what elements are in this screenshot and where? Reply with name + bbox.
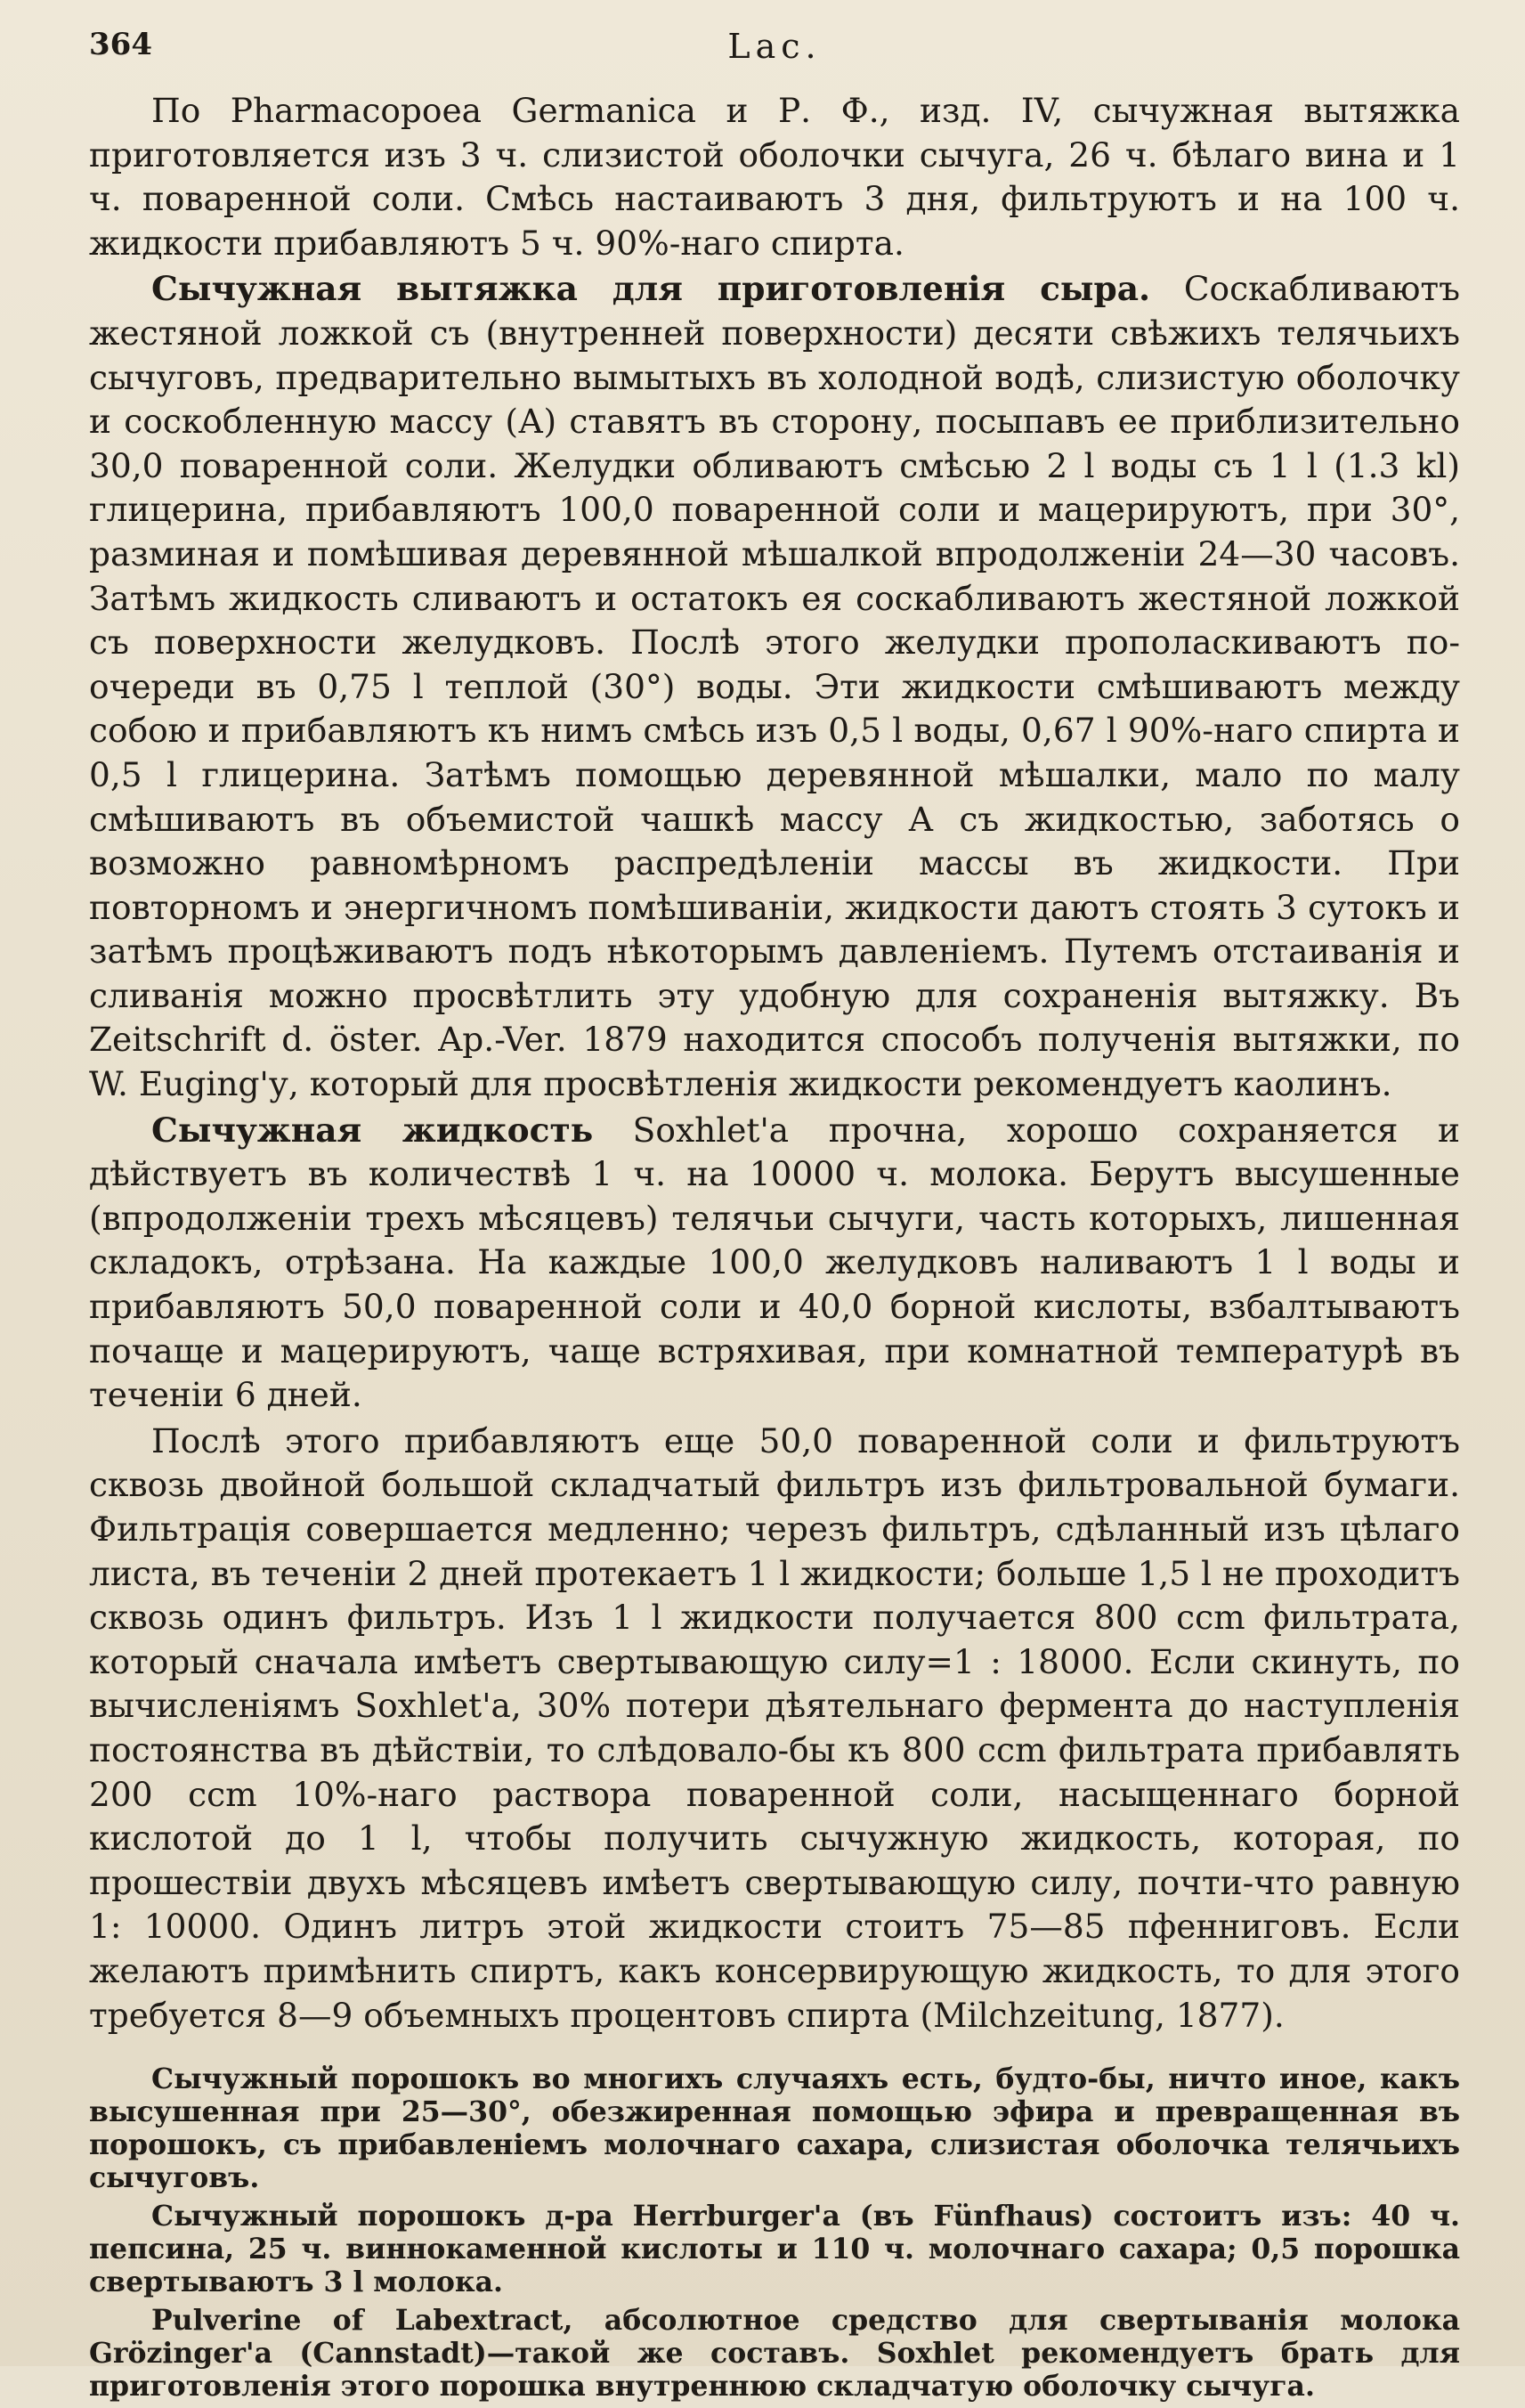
paragraph-lead: Сычужный порошокъ (151, 2200, 526, 2233)
paragraph-text: во многихъ случаяхъ есть, будто-бы, ничто иное, какъ высушенная при 25—30°, обезжиренная помощью эфира и превращенная въ порошокъ, съ прибавленіемъ молочнаго сахара, слизистая оболочка телячьихъ сычуговъ. (89, 2062, 1461, 2195)
paragraph-lead: Сычужная вытяжка для приготовленія сыра. (151, 269, 1151, 309)
body-text (89, 89, 1460, 2408)
small-paragraph-herrburger (89, 2200, 1460, 2298)
running-head: Lac. (727, 27, 822, 66)
page-number: 364 (89, 27, 152, 62)
paragraph-text: д-ра Herrburger'а (въ Fünfhaus) состоитъ изъ: 40 ч. пепсина, 25 ч. виннокаменной кислоты и 110 ч. молочнаго сахара; 0,5 порошка свертываютъ 3 l молока. (89, 2200, 1460, 2299)
page-header (89, 27, 1460, 80)
paragraph-text: Послѣ этого прибавляютъ еще 50,0 поваренной соли и фильтруютъ сквозь двойной большой складчатый фильтръ изъ фильтровальной бумаги. Фильтрація совершается медленно; черезъ фильтръ, сдѣланный изъ цѣлаго листа, въ теченіи 2 дней протекаетъ 1 l жидкости; больше 1,5 l не проходитъ сквозь одинъ фильтръ. Изъ 1 l жидкости получается 800 ccm фильтрата, который сначала имѣетъ свертывающую силу=1 : 18000. Если скинуть, по вычисленіямъ Soxhlet'а, 30% потери дѣятельнаго фермента до наступленія постоянства въ дѣйствіи, то слѣдовало-бы къ 800 ccm фильтрата прибавлять 200 ccm 10%-наго раствора поваренной соли, насыщеннаго борной кислотой до 1 l, чтобы получить сычужную жидкость, которая, по прошествіи двухъ мѣсяцевъ имѣетъ свертывающую силу, почти-что равную 1: 10000. Одинъ литръ этой жидкости стоитъ 75—85 пфенниговъ. Если желаютъ примѣнить спиртъ, какъ консервирующую жидкость, то для этого требуется 8—9 объемныхъ процентовъ спирта (Milchzeitung, 1877). (89, 1420, 1460, 2035)
paragraph-filtration (89, 1420, 1460, 2038)
paragraph-soxhlet-liquid (89, 1109, 1460, 1418)
paragraph-text: абсолютное средство для свертыванія молока Grözinger'а (Cannstadt)—такой же составъ. Soxhlet рекомендуетъ брать для приготовленія этого порошка внутреннюю складчатую оболочку сычуга. (89, 2304, 1460, 2404)
paragraph-lead: Pulverine of Labextract, (151, 2304, 573, 2338)
paragraph-text: Соскабливаютъ жестяной ложкой съ (внутренней поверхности) десяти свѣжихъ телячьихъ сычуговъ, предварительно вымытыхъ въ холодной водѣ, слизистую оболочку и соскобленную массу (А) ставятъ въ сторону, посыпавъ ее приблизительно 30,0 поваренной соли. Желудки обливаютъ смѣсью 2 l воды съ 1 l (1.3 kl) глицерина, прибавляютъ 100,0 поваренной соли и мацерируютъ, при 30°, разминая и помѣшивая деревянной мѣшалкой впродолженіи 24—30 часовъ. Затѣмъ жидкость сливаютъ и остатокъ ея соскабливаютъ жестяной ложкой съ поверхности желудковъ. Послѣ этого желудки прополаскиваютъ по-очереди въ 0,75 l теплой (30°) воды. Эти жидкости смѣшиваютъ между собою и прибавляютъ къ нимъ смѣсь изъ 0,5 l воды, 0,67 l 90%-наго спирта и 0,5 l глицерина. Затѣмъ помощью деревянной мѣшалки, мало по малу смѣшиваютъ въ объемистой чашкѣ массу А съ жидкостью, заботясь о возможно равномѣрномъ распредѣленіи массы въ жидкости. При повторномъ и энергичномъ помѣшиваніи, жидкости даютъ стоять 3 сутокъ и затѣмъ процѣживаютъ подъ нѣкоторымъ давленіемъ. Путемъ отстаиванія и сливанія можно просвѣтлить эту удобную для сохраненія вытяжку. Въ Zeitschrift d. öster. Ap.-Ver. 1879 находится способъ полученія вытяжки, по W. Euging'у, который для просвѣтленія жидкости рекомендуетъ каолинъ. (89, 269, 1460, 1104)
small-paragraph-pulverine (89, 2304, 1460, 2403)
small-print-section (89, 2062, 1460, 2403)
paragraph-lead: Сычужный порошокъ (151, 2062, 520, 2096)
paragraph-pharmacopoea (89, 89, 1460, 265)
paragraph-lead: Сычужная жидкость (151, 1110, 594, 1150)
paragraph-text: Soxhlet'а прочна, хорошо сохраняется и дѣйствуетъ въ количествѣ 1 ч. на 10000 ч. молока. Берутъ высушенные (впродолженіи трехъ мѣсяцевъ) телячьи сычуги, часть которыхъ, лишенная складокъ, отрѣзана. На каждые 100,0 желудковъ наливаютъ 1 l воды и прибавляютъ 50,0 поваренной соли и 40,0 борной кислоты, взбалтываютъ почаще и мацерируютъ, чаще встряхивая, при комнатной температурѣ въ теченіи 6 дней. (89, 1110, 1460, 1415)
paragraph-text: По Pharmacopoea Germanica и Р. Ф., изд. IV, сычужная вытяжка приготовляется изъ 3 ч. слизистой оболочки сычуга, 26 ч. бѣлаго вина и 1 ч. поваренной соли. Смѣсь настаиваютъ 3 дня, фильтруютъ и на 100 ч. жидкости прибавляютъ 5 ч. 90%-наго спирта. (89, 91, 1460, 263)
paragraph-cheese-rennet (89, 267, 1460, 1106)
small-paragraph-powder (89, 2062, 1460, 2194)
